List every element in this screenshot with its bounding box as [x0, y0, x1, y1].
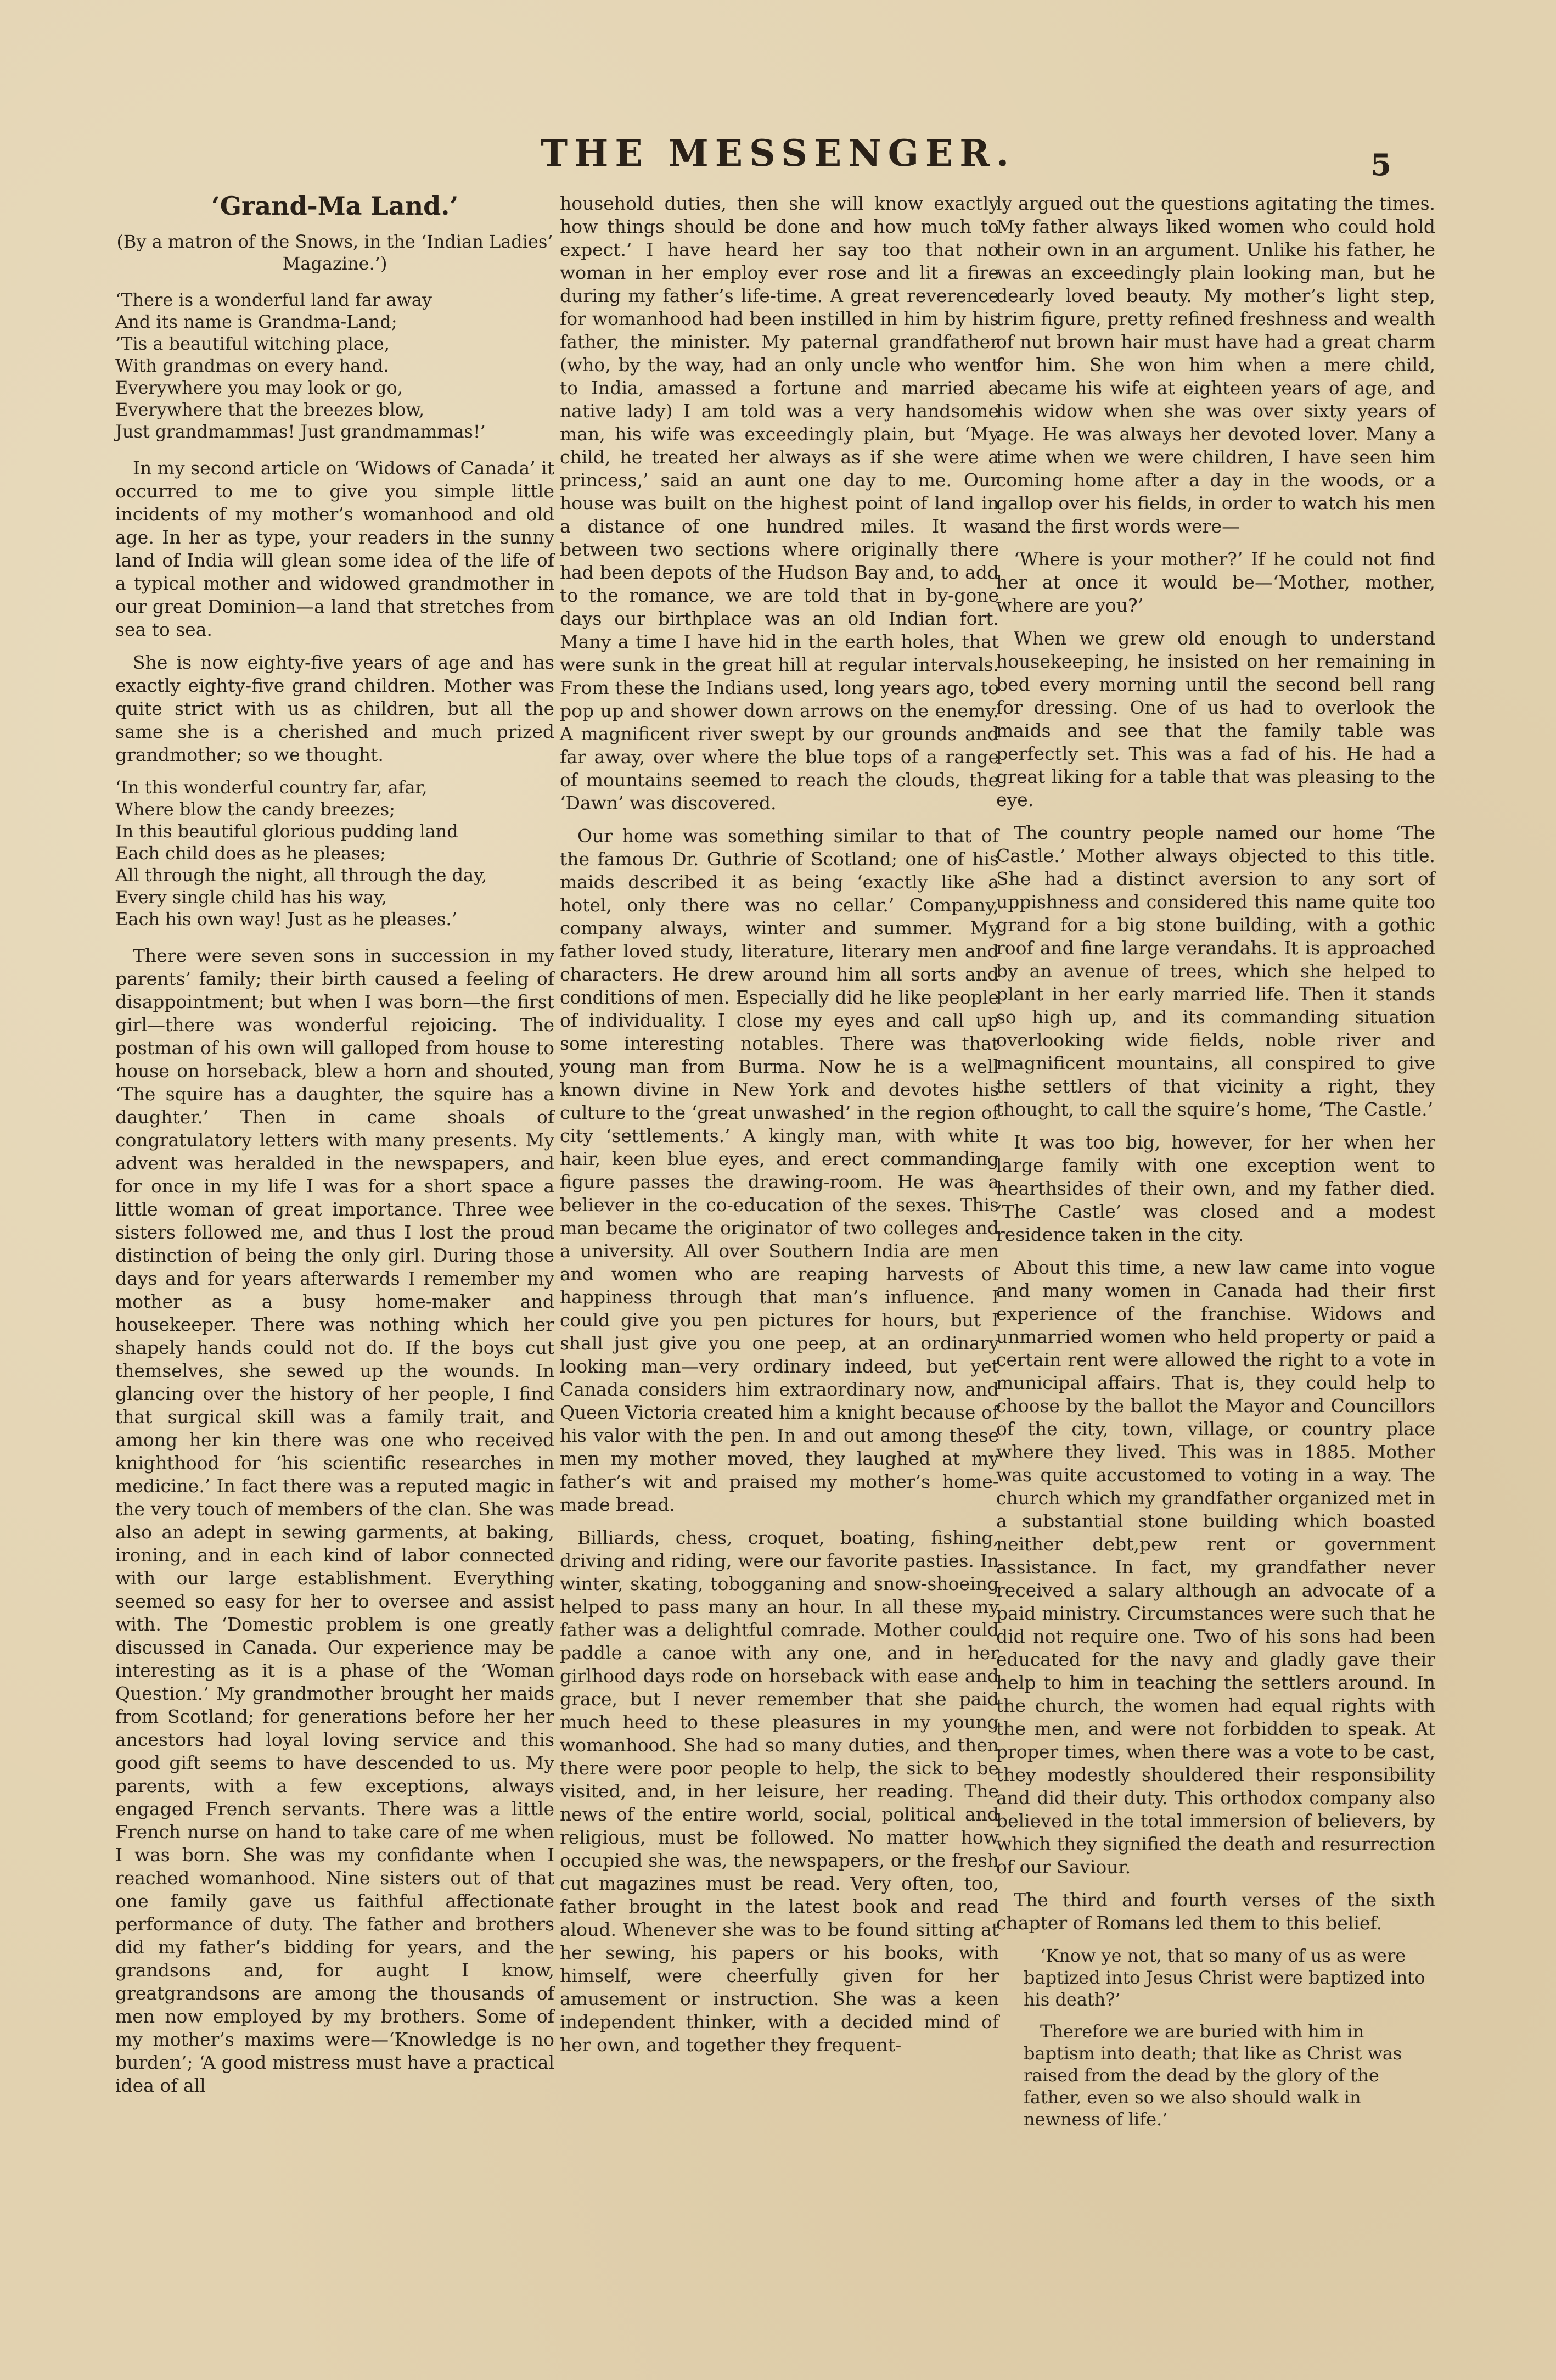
poem-line: Every single child has his way, — [115, 887, 387, 908]
scripture-quote — [1024, 1945, 1435, 2130]
paragraph: The third and fourth verses of the sixth chapter of Romans led them to this belief. — [996, 1889, 1435, 1934]
paragraph: There were seven sons in succession in my parents’ family; their birth caused a feeling of disappointment; but when I was born—the first girl—there was wonderful rejoicing. The postman of his own will galloped from house to house on horseback, blew a horn and shouted, ‘The squire has a daughter, the squire has a daughter.’ Then in came shoals of congratulatory letters with many presents. My advent was heralded in the newspapers, and for once in my life I was for a short space a little woman of great importance. Three wee sisters followed me, and thus I lost the proud distinction of being the only girl. During those days and for years afterwards I remember my mother as a busy home-maker and housekeeper. There was nothing which her shapely hands could not do. If the boys cut themselves, she sewed up the wounds. In glancing over the history of her people, I find that surgical skill was a family trait, and among her kin there was one who received knighthood for ‘his scientific researches in medicine.’ In fact there was a reputed magic in the very touch of members of the clan. She was also an adept in sewing garments, at baking, ironing, and in each kind of labor connected with our large establishment. Everything seemed so easy for her to oversee and assist with. The ‘Domestic problem is one greatly discussed in Canada. Our experience may be interesting as it is a phase of the ‘Woman Question.’ My grandmother brought her maids from Scotland; for generations before her her ancestors had loyal loving service and this good gift seems to have descended to us. My parents, with a few exceptions, always engaged French servants. There was a little French nurse on hand to take care of me when I was born. She was my confidante when I reached womanhood. Nine sisters out of that one family gave us faithful affectionate performance of duty. The father and brothers did my father’s bidding for years, and the grandsons and, for aught I know, greatgrandsons are among the thousands of men now employed by my brothers. Some of my mother’s maxims were—‘Knowledge is no burden’; ‘A good mistress must have a practical idea of all — [115, 945, 554, 2096]
paragraph: In my second article on ‘Widows of Canada’ it occurred to me to give you simple little incidents of my mother’s womanhood and old age. In her as type, your readers in the sunny land of India will glean some idea of the life of a typical mother and widowed grandmother in our great Dominion—a land that stretches from sea to sea. — [115, 457, 554, 640]
poem-line: Just grandmammas! Just grandmammas!’ — [115, 421, 486, 442]
poem-line: Each child does as he pleases; — [115, 843, 386, 864]
article-title: ‘Grand-Ma Land.’ — [211, 191, 459, 221]
poem-line: And its name is Grandma-Land; — [115, 311, 397, 332]
paragraph: About this time, a new law came into vogue and many women in Canada had their first experience of the franchise. Widows and unmarried women who held property or paid a certain rent were allowed the right to a vote in municipal affairs. That is, they could help to choose by the ballot the Mayor and Councillors of the city, town, village, or country place where they lived. This was in 1885. Mother was quite accustomed to voting in a way. The church which my grandfather organized met in a substantial stone building which boasted neither debt,pew rent or government assistance. In fact, my grandfather never received a salary although an advocate of a paid ministry. Circumstances were such that he did not require one. Two of his sons had been educated for the navy and gladly gave their help to him in teaching the settlers around. In the church, the women had equal rights with the men, and were not forbidden to speak. At proper times, when there was a vote to be cast, they modestly shouldered their responsibility and did their duty. This orthodox company also believed in the total immersion of believers, by which they signified the death and resurrection of our Saviour. — [996, 1257, 1435, 1878]
column-1 — [115, 192, 554, 2107]
poem-line: All through the night, all through the day, — [115, 865, 487, 886]
paragraph: When we grew old enough to understand housekeeping, he insisted on her remaining in bed every morning until the second bell rang for dressing. One of us had to overlook the maids and see that the family table was perfectly set. This was a fad of his. He had a great liking for a table that was pleasing to the eye. — [996, 628, 1435, 810]
scripture-verse: Therefore we are buried with him in baptism into death; that like as Christ was raised from the dead by the glory of the father, even so we also should walk in newness of life.’ — [1024, 2021, 1402, 2130]
column-2 — [560, 192, 999, 2067]
column-3 — [996, 192, 1435, 2140]
article-subtitle: (By a matron of the Snows, in the ‘Indian Ladies’ Magazine.’) — [116, 231, 553, 274]
paragraph: household duties, then she will know exactly how things should be done and how much to expect.’ I have heard her say too that no woman in her employ ever rose and lit a fire during my father’s life-time. A great reverence for womanhood had been instilled in him by his father, the minister. My paternal grandfather (who, by the way, had an only uncle who went to India, amassed a fortune and married a native lady) I am told was a very handsome man, his wife was exceedingly plain, but ‘My child, he treated her always as if she were a princess,’ said an aunt one day to me. Our house was built on the highest point of land in a distance of one hundred miles. It was between two sections where originally there had been depots of the Hudson Bay and, to add to the romance, we are told that in by-gone days our birthplace was an old Indian fort. Many a time I have hid in the earth holes, that were sunk in the great hill at regular intervals. From these the Indians used, long years ago, to pop up and shower down arrows on the enemy. A magnificent river swept by our grounds and far away, over where the blue tops of a range of mountains seemed to reach the clouds, the ‘Dawn’ was discovered. — [560, 193, 999, 814]
poem-line: Everywhere you may look or go, — [115, 377, 403, 398]
paragraph: Billiards, chess, croquet, boating, fishing, driving and riding, were our favorite pasties. In winter, skating, tobogganing and snow-shoeing helped to pass many an hour. In all these my father was a delightful comrade. Mother could paddle a canoe with any one, and in her girlhood days rode on horseback with ease and grace, but I never remember that she paid much heed to these pleasures in my young womanhood. She had so many duties, and then there were poor people to help, the sick to be visited, and, in her leisure, her reading. The news of the entire world, social, political and religious, must be followed. No matter how occupied she was, the newspapers, or the fresh cut magazines must be read. Very often, too, father brought in the latest book and read aloud. Whenever she was to be found sitting at her sewing, his papers or his books, with himself, were cheerfully given for her amusement or instruction. She was a keen independent thinker, with a decided mind of her own, and together they frequent- — [560, 1527, 999, 2056]
poem-line: ‘There is a wonderful land far away — [115, 289, 432, 310]
page-number: 5 — [1370, 147, 1391, 182]
paragraph: It was too big, however, for her when her large family with one exception went to hearthsides of their own, and my father died. ‘The Castle’ was closed and a modest residence taken in the city. — [996, 1132, 1435, 1245]
paragraph: ly argued out the questions agitating the times. My father always liked women who could hold their own in an argument. Unlike his father, he was an exceedingly plain looking man, but he dearly loved beauty. My mother’s light step, trim figure, pretty refined freshness and wealth of nut brown hair must have had a great charm for him. She won him when a mere child, became his wife at eighteen years of age, and his widow when she was over sixty years of age. He was always her devoted lover. Many a time when we were children, I have seen him coming home after a day in the woods, or a gallop over his fields, in order to watch his men and the first words were— — [996, 193, 1435, 537]
poem-line: Where blow the candy breezes; — [115, 799, 395, 820]
poem-line: ‘In this wonderful country far, afar, — [115, 777, 428, 798]
poem-line: Each his own way! Just as he pleases.’ — [115, 909, 457, 929]
poem-1 — [115, 289, 554, 443]
poem-line: Everywhere that the breezes blow, — [115, 399, 425, 420]
masthead: THE MESSENGER. — [540, 132, 1016, 175]
poem-line: ’Tis a beautiful witching place, — [115, 333, 390, 354]
poem-line: With grandmas on every hand. — [115, 355, 389, 376]
paragraph: ‘Where is your mother?’ If he could not find her at once it would be—‘Mother, mother, where are you?’ — [996, 548, 1435, 616]
poem-2 — [115, 776, 554, 930]
paragraph: She is now eighty-five years of age and has exactly eighty-five grand children. Mother was quite strict with us as children, but all the same she is a cherished and much prized grandmother; so we thought. — [115, 652, 554, 765]
poem-line: In this beautiful glorious pudding land — [115, 821, 458, 842]
paragraph: Our home was something similar to that of the famous Dr. Guthrie of Scotland; one of his maids described it as being ‘exactly like a hotel, only there was no cellar.’ Company, company always, winter and summer. My father loved study, literature, literary men and characters. He drew around him all sorts and conditions of men. Especially did he like people of individuality. I close my eyes and call up some interesting notables. There was that young man from Burma. Now he is a well known divine in New York and devotes his culture to the ‘great unwashed’ in the region of city ‘settlements.’ A kingly man, with white hair, keen blue eyes, and erect commanding figure passes the drawing-room. He was a believer in the co-education of the sexes. This man became the originator of two colleges and a university. All over Southern India are men and women who are reaping harvests of happiness through that man’s influence. I could give you pen pictures for hours, but I shall just give you one peep, at an ordinary looking man—very ordinary indeed, but yet Canada considers him extraordinary now, and Queen Victoria created him a knight because of his valor with the pen. In and out among these men my mother moved, they laughed at my father’s wit and praised my mother’s home-made bread. — [560, 825, 999, 1515]
scripture-verse: ‘Know ye not, that so many of us as were baptized into Jesus Christ were baptized into his death?’ — [1024, 1945, 1425, 2010]
paragraph: The country people named our home ‘The Castle.’ Mother always objected to this title. She had a distinct aversion to any sort of uppishness and considered this name quite too grand for a big stone building, with a gothic roof and fine large verandahs. It is approached by an avenue of trees, which she helped to plant in her early married life. Then it stands so high up, and its commanding situation overlooking wide fields, noble river and magnificent mountains, all conspired to give the settlers of that vicinity a right, they thought, to call the squire’s home, ‘The Castle.’ — [996, 822, 1435, 1120]
